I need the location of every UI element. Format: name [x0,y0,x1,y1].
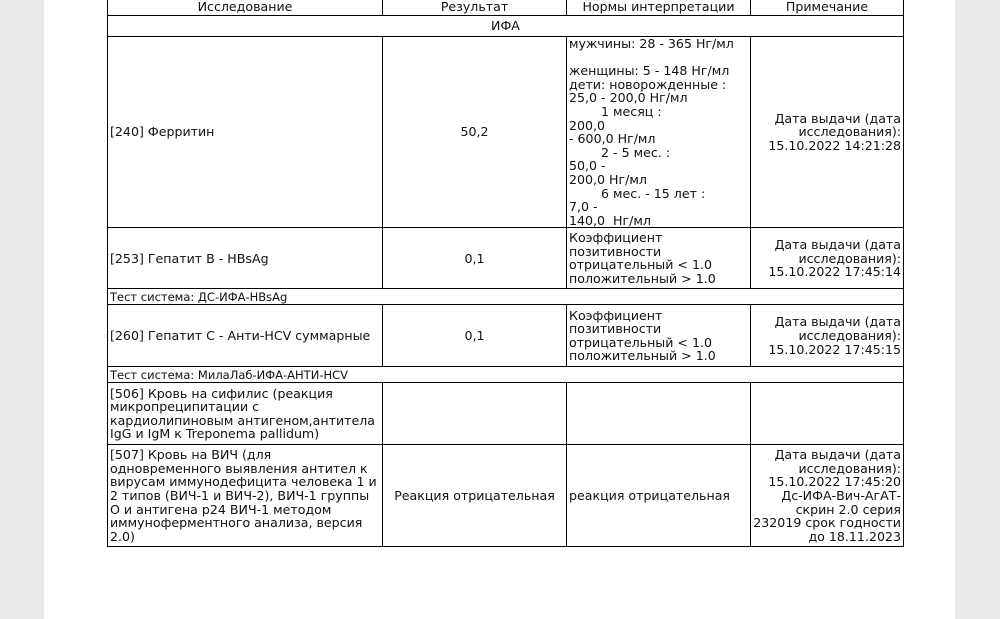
test-system: Тест система: МилаЛаб-ИФА-АНТИ-HCV [108,367,904,383]
table-header-row [108,0,904,16]
table-row [108,445,904,547]
test-name: [507] Кровь на ВИЧ (для одновременного выявления антител к вирусам иммунодефицита человека 1 и 2 типов (ВИЧ-1 и ВИЧ-2), ВИЧ-1 группы О и антигена р24 ВИЧ-1 методом иммуноферментного анализа, версия 2.0) [108,445,383,547]
test-norms [567,383,751,445]
test-system: Тест система: ДС-ИФА-HBsAg [108,289,904,305]
test-name: [253] Гепатит B - HBsAg [108,228,383,289]
table-row [108,305,904,367]
table-row [108,228,904,289]
header-norms: Нормы интерпретации [567,0,751,16]
results-table [107,0,904,547]
test-note: Дата выдачи (дата исследования): 15.10.2022 17:45:20 Дс-ИФА-Вич-АгАТ-скрин 2.0 серия 232019 срок годности до 18.11.2023 [751,445,904,547]
table-row [108,383,904,445]
test-norms: реакция отрицательная [567,445,751,547]
test-note: Дата выдачи (дата исследования): 15.10.2022 17:45:14 [751,228,904,289]
test-note [751,383,904,445]
test-note: Дата выдачи (дата исследования): 15.10.2022 17:45:15 [751,305,904,367]
test-result: 0,1 [383,228,567,289]
table-row [108,37,904,228]
document-page [44,0,955,619]
header-note: Примечание [751,0,904,16]
section-title: ИФА [108,16,904,37]
test-system-row [108,367,904,383]
header-result: Результат [383,0,567,16]
test-note: Дата выдачи (дата исследования): 15.10.2022 14:21:28 [751,37,904,228]
test-name: [506] Кровь на сифилис (реакция микропреципитации с кардиолипиновым антигеном,антитела IgG и IgM к Treponema pallidum) [108,383,383,445]
test-norms: мужчины: 28 - 365 Нг/мл женщины: 5 - 148 Нг/мл дети: новорожденные : 25,0 - 200,0 Нг/мл 1 месяц : 200,0 - 600,0 Нг/мл 2 - 5 мес. : 50,0 - 200,0 Нг/мл 6 мес. - 15 лет : 7,0 - 140,0 Нг/мл [567,37,751,228]
test-result [383,383,567,445]
test-result: Реакция отрицательная [383,445,567,547]
test-name: [240] Ферритин [108,37,383,228]
test-norms: Коэффициент позитивности отрицательный < 1.0 положительный > 1.0 [567,305,751,367]
test-norms: Коэффициент позитивности отрицательный < 1.0 положительный > 1.0 [567,228,751,289]
test-result: 50,2 [383,37,567,228]
test-system-row [108,289,904,305]
test-result: 0,1 [383,305,567,367]
header-test: Исследование [108,0,383,16]
section-row [108,16,904,37]
test-name: [260] Гепатит C - Анти-HCV суммарные [108,305,383,367]
